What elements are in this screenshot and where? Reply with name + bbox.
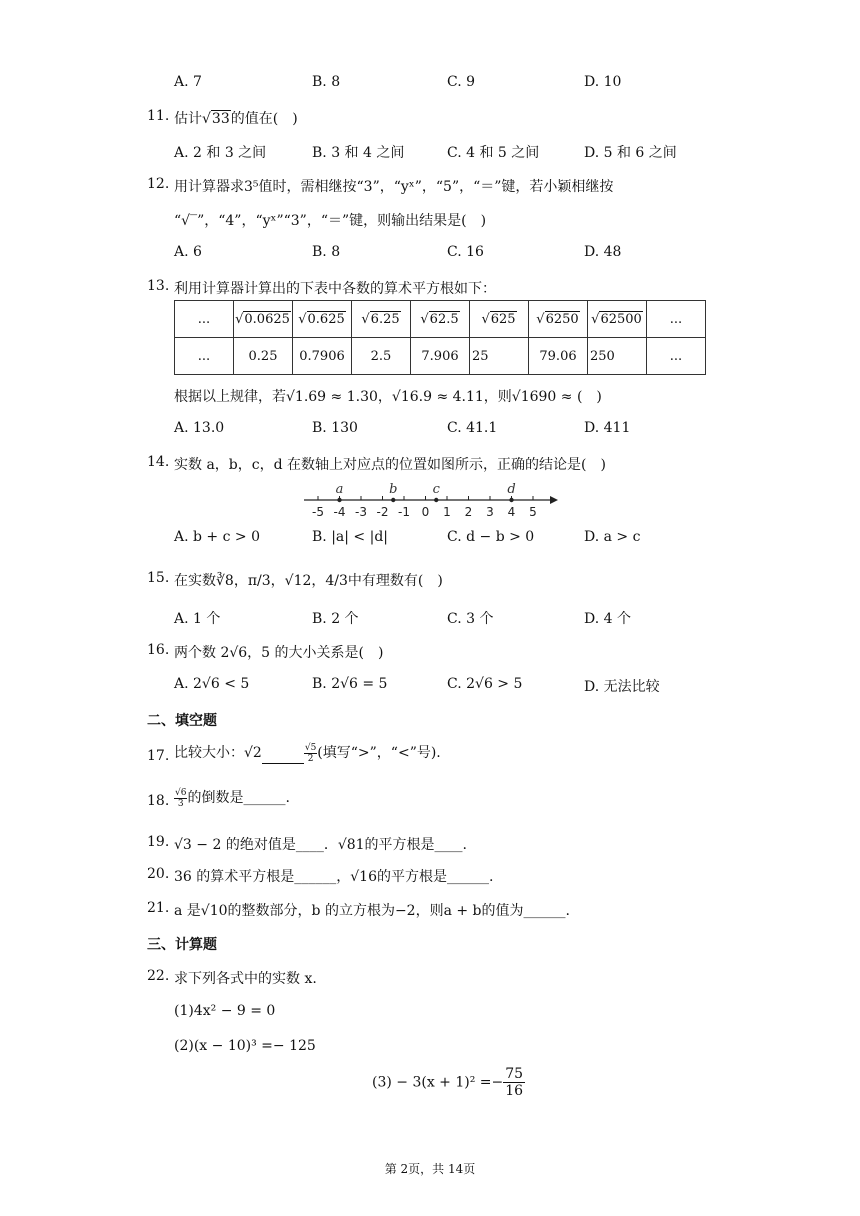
q21-number: 21. [147, 900, 170, 916]
q16-option-a: A. 2√6 < 5 [174, 676, 250, 692]
table-cell: √62.5 [411, 301, 470, 338]
q15-number: 15. [147, 570, 170, 586]
number-line-point-label: a [335, 482, 344, 497]
table-row [175, 338, 706, 375]
q13-option-a: A. 13.0 [174, 420, 225, 436]
table-row [175, 301, 706, 338]
table-cell: 0.7906 [293, 338, 352, 375]
number-line-point-label: c [432, 482, 440, 497]
q22-equation-1: (1)4x² − 9 = 0 [174, 1003, 276, 1019]
number-line-point-c [434, 498, 438, 502]
table-cell: 250 [588, 338, 647, 375]
q19-number: 19. [147, 834, 170, 850]
number-line-tick-label: -3 [355, 505, 367, 519]
number-line-tick-label: 5 [529, 505, 537, 519]
number-line-point-b [391, 498, 395, 502]
q14-number: 14. [147, 454, 170, 470]
table-cell: √0.625 [293, 301, 352, 338]
q14-option-d: D. a > c [584, 529, 641, 545]
q14-option-b: B. |a| < |d| [312, 529, 388, 545]
table-cell: √6.25 [352, 301, 411, 338]
number-line-figure [300, 478, 560, 522]
table-cell: √6250 [529, 301, 588, 338]
number-line-tick-label: 3 [486, 505, 494, 519]
q12-number: 12. [147, 176, 170, 192]
q15-text: 在实数∛8，π/3，√12，4/3中有理数有( ) [174, 573, 443, 589]
q15-option-b: B. 2 个 [312, 611, 359, 627]
q10-option-d: D. 10 [584, 74, 622, 90]
table-cell: 0.25 [234, 338, 293, 375]
q11-option-d: D. 5 和 6 之间 [584, 145, 677, 161]
number-line-tick-label: -1 [398, 505, 410, 519]
number-line-arrow [550, 496, 558, 504]
q17-number: 17. [147, 748, 170, 764]
number-line-tick-label: -5 [312, 505, 324, 519]
q22-text: 求下列各式中的实数 x. [174, 971, 317, 987]
q12-option-a: A. 6 [174, 244, 202, 260]
table-cell: √0.0625 [234, 301, 293, 338]
number-line-tick-label: 0 [421, 505, 430, 519]
q18-text: $\frac{√6}{3}$ 的倒数是______. [175, 787, 290, 809]
q11-option-c: C. 4 和 5 之间 [447, 145, 540, 161]
q13-rule: 根据以上规律，若√1.69 ≈ 1.30，√16.9 ≈ 4.11，则√1690 ≈ ( ) [174, 389, 602, 405]
table-cell: √625 [470, 301, 529, 338]
q13-number: 13. [147, 278, 170, 294]
sqrt-table [174, 300, 706, 375]
table-cell: ... [647, 301, 706, 338]
q22-number: 22. [147, 968, 170, 984]
number-line-point-label: d [507, 482, 516, 497]
q11-option-b: B. 3 和 4 之间 [312, 145, 405, 161]
q13-option-c: C. 41.1 [447, 420, 498, 436]
q14-text: 实数 a，b，c，d 在数轴上对应点的位置如图所示，正确的结论是( ) [174, 457, 606, 473]
q18-number: 18. [147, 793, 170, 809]
q11-option-a: A. 2 和 3 之间 [174, 145, 267, 161]
table-cell: 79.06 [529, 338, 588, 375]
q12-option-c: C. 16 [447, 244, 484, 260]
q21-text: a 是√10的整数部分，b 的立方根为−2，则a + b的值为______. [174, 903, 570, 919]
q14-option-c: C. d − b > 0 [447, 529, 535, 545]
q16-option-d: D. 无法比较 [584, 679, 660, 695]
table-cell: 7.906 [411, 338, 470, 375]
q17-text: 比较大小：√2 $\frac{√5}{2}$ (填写“>”，“<”号). [174, 742, 441, 764]
number-line-tick-label: 2 [464, 505, 473, 519]
q19-text: √3 − 2 的绝对值是____．√81的平方根是____. [174, 837, 468, 853]
q10-option-a: A. 7 [174, 74, 202, 90]
q11-number: 11. [147, 108, 170, 124]
q16-text: 两个数 2√6，5 的大小关系是( ) [174, 645, 384, 661]
page-footer: 第 2页，共 14页 [384, 1162, 476, 1176]
table-cell: ... [175, 338, 234, 375]
q20-number: 20. [147, 866, 170, 882]
q12-line2: “√‾”，“4”，“yˣ”“3”，“＝”键，则输出结果是( ) [174, 213, 487, 229]
q20-text: 36 的算术平方根是______，√16的平方根是______. [174, 869, 494, 885]
table-cell: 25 [470, 338, 529, 375]
number-line-tick-label: 4 [507, 505, 516, 519]
q10-option-b: B. 8 [312, 74, 341, 90]
table-cell: 2.5 [352, 338, 411, 375]
q13-option-d: D. 411 [584, 420, 631, 436]
q13-text: 利用计算器计算出的下表中各数的算术平方根如下： [174, 281, 496, 297]
q12-option-d: D. 48 [584, 244, 622, 260]
q13-option-b: B. 130 [312, 420, 358, 436]
q12-option-b: B. 8 [312, 244, 341, 260]
number-line-tick-label: 1 [443, 505, 451, 519]
q10-option-c: C. 9 [447, 74, 476, 90]
q14-option-a: A. b + c > 0 [174, 529, 260, 545]
table-cell: ... [175, 301, 234, 338]
number-line-tick-label: -2 [376, 505, 389, 519]
q15-option-d: D. 4 个 [584, 611, 631, 627]
q16-number: 16. [147, 642, 170, 658]
q16-option-c: C. 2√6 > 5 [447, 676, 523, 692]
q16-option-b: B. 2√6 = 5 [312, 676, 388, 692]
q22-equation-2: (2)(x − 10)³ =− 125 [174, 1038, 316, 1054]
section-calc-title: 三、计算题 [147, 937, 217, 953]
number-line-tick-label: -4 [333, 505, 346, 519]
table-cell: ... [647, 338, 706, 375]
number-line-point-d [509, 498, 513, 502]
number-line-point-a [337, 498, 341, 502]
section-fill-in-title: 二、填空题 [147, 713, 217, 729]
table-cell: √62500 [588, 301, 647, 338]
q15-option-a: A. 1 个 [174, 611, 221, 627]
q22-equation-3: (3) − 3(x + 1)² =− $\frac{75}{16}$ [372, 1066, 524, 1099]
q11-text: 估计√33的值在( ) [174, 111, 298, 127]
number-line-point-label: b [389, 482, 398, 497]
q12-line1: 用计算器求3⁵值时，需相继按“3”，“yˣ”，“5”，“＝”键，若小颖相继按 [174, 179, 614, 195]
q15-option-c: C. 3 个 [447, 611, 494, 627]
